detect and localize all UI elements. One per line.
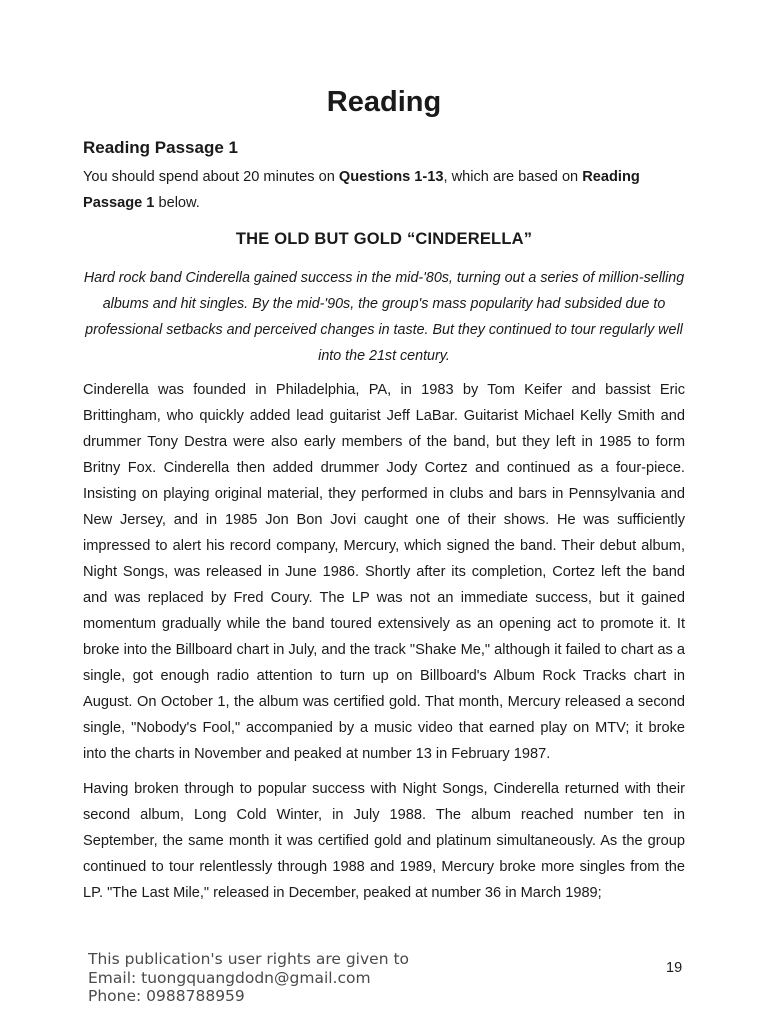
instruction-part: , which are based on <box>443 169 583 185</box>
footer-email-line: Email: tuongquangdodn@gmail.com <box>88 968 371 987</box>
page-title: Reading <box>326 86 442 118</box>
section-heading: Reading Passage 1 <box>83 138 238 157</box>
passage-paragraph: Having broken through to popular success with Night Songs, Cinderella returned with their second album, Long Cold Winter, in July 1988. The album reached number ten in September, the same month it was certified gold and platinum simultaneously. As the group continued to tour relentlessly through 1988 and 1989, Mercury broke more singles from the LP. "The Last Mile," released in December, peaked at number 36 in March 1989; <box>83 781 685 901</box>
instruction-text <box>83 164 685 216</box>
instruction-bold-passage: Reading Passage 1 <box>83 169 640 211</box>
footer-rights-notice <box>88 950 409 1006</box>
passage-intro: Hard rock band Cinderella gained success in the mid-'80s, turning out a series of million-selling albums and hit singles. By the mid-'90s, the group's mass popularity had subsided due to professional setbacks and perceived changes in taste. But they continued to tour regularly well into the 21st century. <box>83 270 685 364</box>
instruction-part: below. <box>154 195 200 211</box>
instruction-part: You should spend about 20 minutes on <box>83 169 339 185</box>
passage-title: THE OLD BUT GOLD “CINDERELLA” <box>235 230 533 248</box>
page-number: 19 <box>666 960 683 976</box>
footer-phone-line: Phone: 0988788959 <box>88 987 245 1005</box>
instruction-bold-questions: Questions 1-13 <box>338 169 444 185</box>
footer-rights-line: This publication's user rights are given to <box>88 950 410 968</box>
passage-paragraph: Cinderella was founded in Philadelphia, PA, in 1983 by Tom Keifer and bassist Eric Brittingham, who quickly added lead guitarist Jeff LaBar. Guitarist Michael Kelly Smith and drummer Tony Destra were also early members of the band, but they left in 1985 to form Britny Fox. Cinderella then added drummer Jody Cortez and continued as a four-piece. Insisting on playing original material, they performed in clubs and bars in Pennsylvania and New Jersey, and in 1985 Jon Bon Jovi caught one of their shows. He was sufficiently impressed to alert his record company, Mercury, which signed the band. Their debut album, Night Songs, was released in June 1986. Shortly after its completion, Cortez left the band and was replaced by Fred Coury. The LP was not an immediate success, but it gained momentum gradually while the band toured extensively as an opening act to promote it. It broke into the Billboard chart in July, and the track "Shake Me," although it failed to chart as a single, got enough radio attention to turn up on Billboard's Album Rock Tracks chart in August. On October 1, the album was certified gold. That month, Mercury released a second single, "Nobody's Fool," accompanied by a music video that earned play on MTV; it broke into the charts in November and peaked at number 13 in February 1987. <box>83 382 685 762</box>
